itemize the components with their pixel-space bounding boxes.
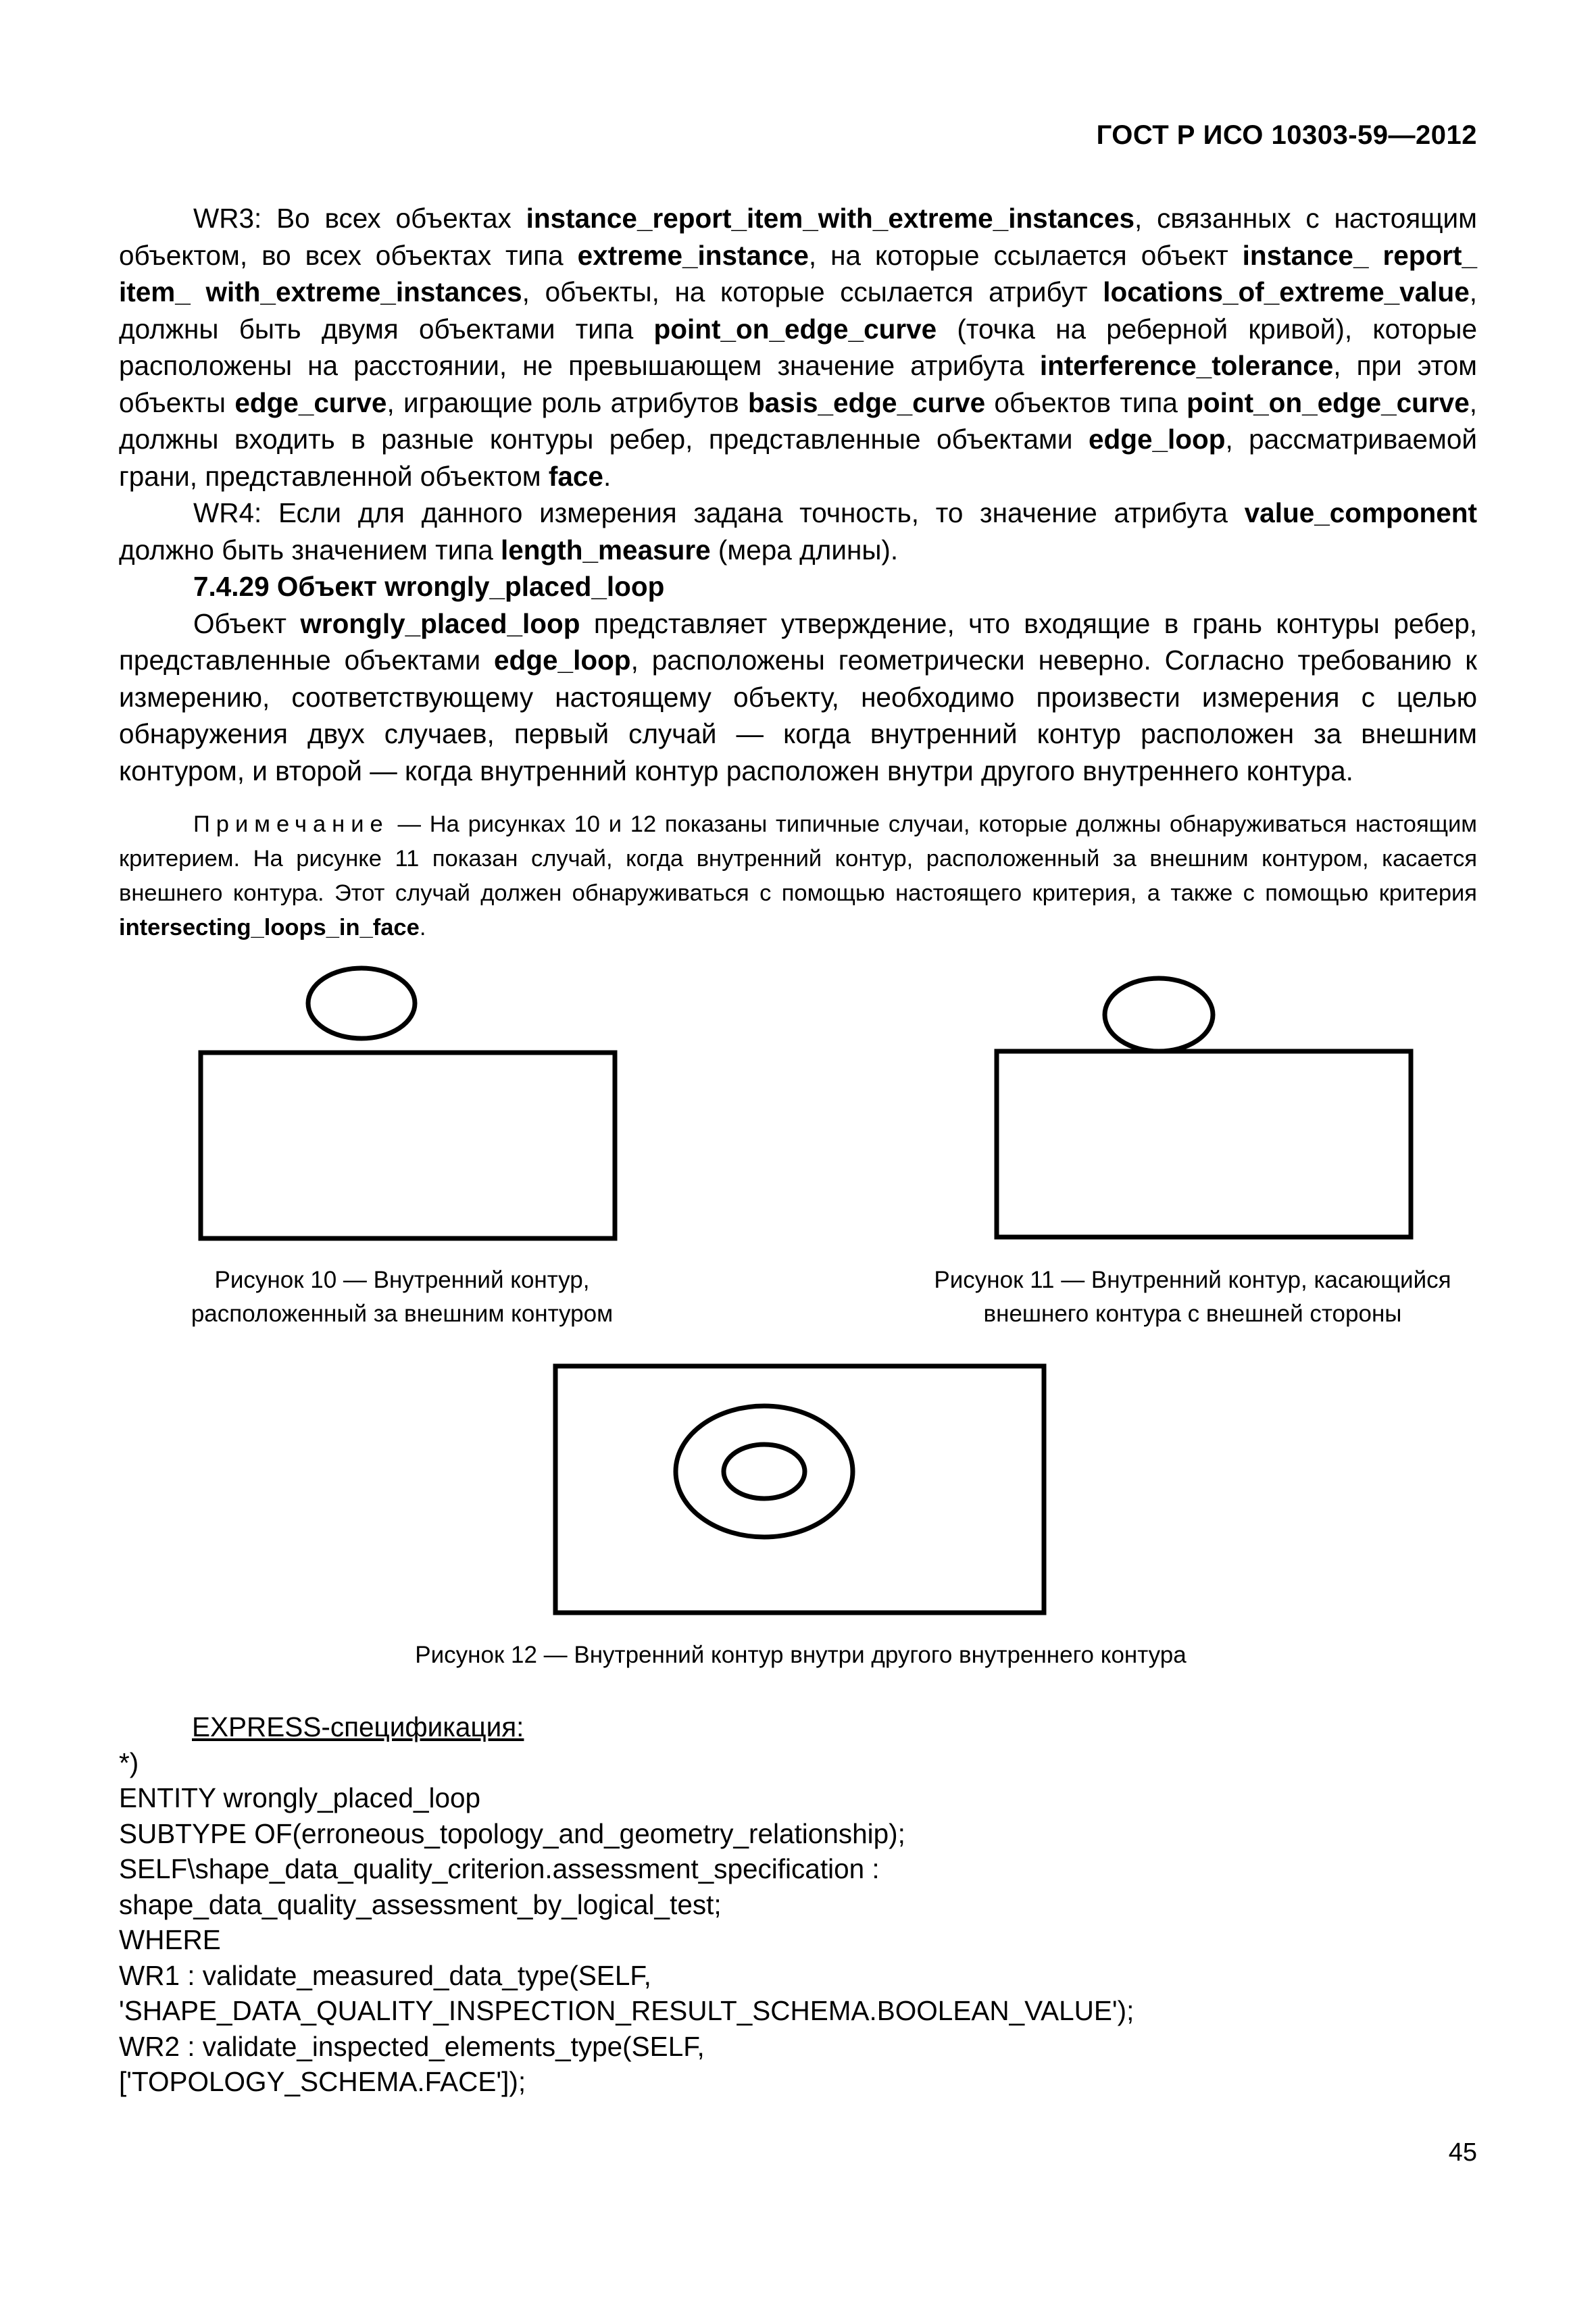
bold-term: instance_ report_ item_ with_extreme_instances — [119, 239, 1477, 307]
inner-loop-ellipse — [1105, 978, 1213, 1051]
text-run: представляет утверждение, что входящие в грань контуры ребер, представленные объектами — [119, 607, 1477, 676]
note — [119, 807, 1477, 945]
figure-11-caption: Рисунок 11 — Внутренний контур, касающийся внешнего контура с внешней стороны — [934, 1267, 1451, 1327]
paragraph-object-description — [119, 605, 1477, 790]
bold-term: intersecting_loops_in_face — [119, 915, 420, 940]
code-line: ENTITY wrongly_placed_loop — [119, 1782, 481, 1813]
section-heading: 7.4.29 Объект wrongly_placed_loop — [193, 571, 665, 602]
inner-loop-ellipse — [308, 968, 415, 1038]
text-run: , при этом объекты — [119, 350, 1477, 418]
figure-12-drawing — [547, 1358, 1054, 1628]
text-run: , связанных с настоящим объектом, во всех объектах типа — [119, 203, 1477, 271]
text-run: WR4: Если для данного измерения задана точность, то значение атрибута — [193, 497, 1245, 528]
text-run: . — [419, 915, 426, 940]
bold-term: face — [548, 460, 603, 492]
outer-loop-rectangle — [997, 1051, 1411, 1237]
bold-term: edge_loop — [1088, 424, 1226, 455]
bold-term: locations_of_extreme_value — [1103, 276, 1470, 307]
code-line: 'SHAPE_DATA_QUALITY_INSPECTION_RESULT_SCHEMA.BOOLEAN_VALUE'); — [119, 1995, 1134, 2026]
text-run: должно быть значением типа — [119, 534, 501, 565]
figure-10-drawing — [189, 953, 635, 1250]
text-run: , объекты, на которые ссылается атрибут — [522, 276, 1103, 307]
bold-term: extreme_instance — [577, 239, 809, 271]
text-run: — На рисунках 10 и 12 показаны типичные случаи, которые должны обнаруживаться настоящим критерием. На рисунке 11 показан случай, когда внутренний контур, расположенный за внешним контуром, касается внешнего контура. Этот случай должен обнаруживаться с помощью настоящего критерия, а также с помощью критерия — [119, 811, 1477, 906]
text-run: WR3: Во всех объектах — [193, 203, 526, 234]
bold-term: edge_loop — [494, 645, 631, 676]
figure-10-caption: Рисунок 10 — Внутренний контур, расположенный за внешним контуром — [191, 1267, 614, 1327]
bold-term: length_measure — [501, 534, 711, 565]
text-run: , на которые ссылается объект — [808, 239, 1243, 271]
text-run: , должны входить в разные контуры ребер, представленные объектами — [119, 386, 1477, 455]
code-line: SUBTYPE OF(erroneous_topology_and_geometry_relationship); — [119, 1817, 905, 1849]
code-line: shape_data_quality_assessment_by_logical_test; — [119, 1888, 722, 1920]
bold-term: value_component — [1244, 497, 1477, 528]
text-run: Объект — [193, 607, 301, 639]
text-run: , должны быть двумя объектами типа — [119, 276, 1477, 345]
express-heading: EXPRESS-спецификация: — [192, 1711, 524, 1742]
code-line: WR2 : validate_inspected_elements_type(SELF, — [119, 2030, 705, 2062]
code-line: ['TOPOLOGY_SCHEMA.FACE']); — [119, 2066, 526, 2097]
figure-12-caption: Рисунок 12 — Внутренний контур внутри другого внутреннего контура — [415, 1642, 1187, 1668]
bold-term: instance_report_item_with_extreme_instances — [526, 203, 1135, 234]
paragraph-wr4 — [119, 495, 1477, 568]
code-line: WR1 : validate_measured_data_type(SELF, — [119, 1959, 651, 1991]
text-run: (мера длины). — [710, 534, 899, 565]
page-number: 45 — [1448, 2138, 1477, 2167]
text-run: , расположены геометрически неверно. Согласно требованию к измерению, соответствующему настоящему объекту, необходимо произвести измерения с целью обнаружения двух случаев, первый случай — когда внутренний контур расположен за внешним контуром, и второй — когда внутренний контур расположен внутри другого внутреннего контура. — [119, 645, 1477, 786]
code-line: *) — [119, 1746, 139, 1778]
text-run: , играющие роль атрибутов — [386, 386, 748, 418]
outer-loop-rectangle — [555, 1366, 1044, 1613]
code-line: WHERE — [119, 1924, 221, 1955]
text-run: (точка на реберной кривой), которые расположены на расстоянии, не превышающем значение атрибута — [119, 313, 1477, 381]
paragraph-wr3 — [119, 200, 1477, 495]
bold-term: edge_curve — [234, 386, 387, 418]
bold-term: point_on_edge_curve — [653, 313, 937, 345]
figure-11-drawing — [987, 966, 1432, 1250]
bold-term: point_on_edge_curve — [1187, 386, 1470, 418]
note-label: Примечание — [193, 811, 389, 837]
outer-loop-rectangle — [201, 1053, 615, 1238]
express-specification — [119, 1709, 1477, 2100]
code-line: SELF\shape_data_quality_criterion.assessment_specification : — [119, 1853, 880, 1884]
nested-inner-loop-ellipse — [724, 1444, 805, 1499]
text-run: , рассматриваемой грани, представленной объектом — [119, 424, 1477, 492]
bold-term: basis_edge_curve — [747, 386, 986, 418]
inner-loop-ellipse — [676, 1406, 853, 1537]
bold-term: wrongly_placed_loop — [300, 607, 580, 639]
main-text — [119, 200, 1477, 789]
text-run: . — [603, 460, 612, 492]
document-header: ГОСТ Р ИСО 10303-59—2012 — [1096, 120, 1477, 150]
bold-term: interference_tolerance — [1039, 350, 1334, 381]
text-run: объектов типа — [985, 386, 1187, 418]
